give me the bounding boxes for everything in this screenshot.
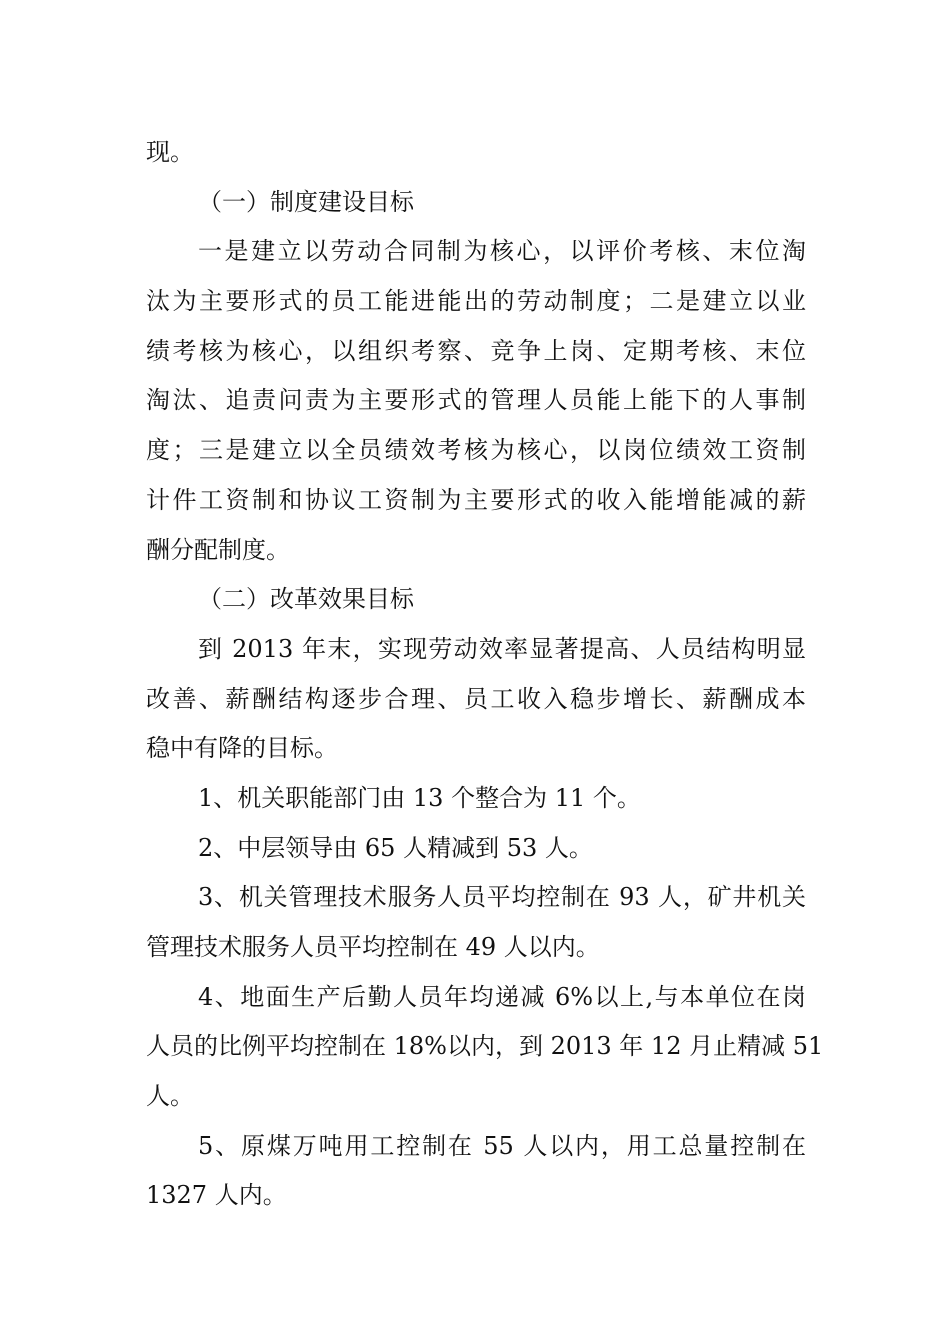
list-item: 4、地面生产后勤人员年均递减 6%以上,与本单位在岗 bbox=[198, 982, 806, 1011]
text-line: 计件工资制和协议工资制为主要形式的收入能增能减的薪 bbox=[146, 485, 806, 514]
body-text bbox=[146, 128, 824, 1221]
text-line: 人员的比例平均控制在 18%以内，到 2013 年 12 月止精减 51 bbox=[146, 1032, 824, 1061]
text-line: 稳中有降的目标。 bbox=[146, 734, 338, 763]
text-line: 1327 人内。 bbox=[146, 1181, 287, 1210]
list-item: 2、中层领导由 65 人精减到 53 人。 bbox=[198, 833, 593, 862]
text-line: 绩考核为核心，以组织考察、竞争上岗、定期考核、末位 bbox=[146, 336, 806, 365]
list-item: 1、机关职能部门由 13 个整合为 11 个。 bbox=[198, 783, 641, 812]
section-heading: （二）改革效果目标 bbox=[198, 585, 414, 614]
text-line: 汰为主要形式的员工能进能出的劳动制度；二是建立以业 bbox=[146, 287, 806, 316]
text-line: 酬分配制度。 bbox=[146, 535, 290, 564]
text-line: 管理技术服务人员平均控制在 49 人以内。 bbox=[146, 933, 600, 961]
section-heading: （一）制度建设目标 bbox=[198, 187, 414, 216]
list-item: 5、原煤万吨用工控制在 55 人以内，用工总量控制在 bbox=[198, 1131, 806, 1160]
text-line: 度；三是建立以全员绩效考核为核心，以岗位绩效工资制 bbox=[146, 436, 806, 465]
text-line: 改善、薪酬结构逐步合理、员工收入稳步增长、薪酬成本 bbox=[146, 684, 806, 713]
list-item: 3、机关管理技术服务人员平均控制在 93 人，矿井机关 bbox=[198, 883, 806, 912]
text-line: 一是建立以劳动合同制为核心，以评价考核、末位淘 bbox=[198, 237, 806, 266]
text-line: 淘汰、追责问责为主要形式的管理人员能上能下的人事制 bbox=[146, 386, 806, 415]
text-line: 人。 bbox=[146, 1082, 194, 1111]
text-line: 现。 bbox=[146, 138, 194, 166]
text-line: 到 2013 年末，实现劳动效率显著提高、人员结构明显 bbox=[198, 634, 806, 663]
